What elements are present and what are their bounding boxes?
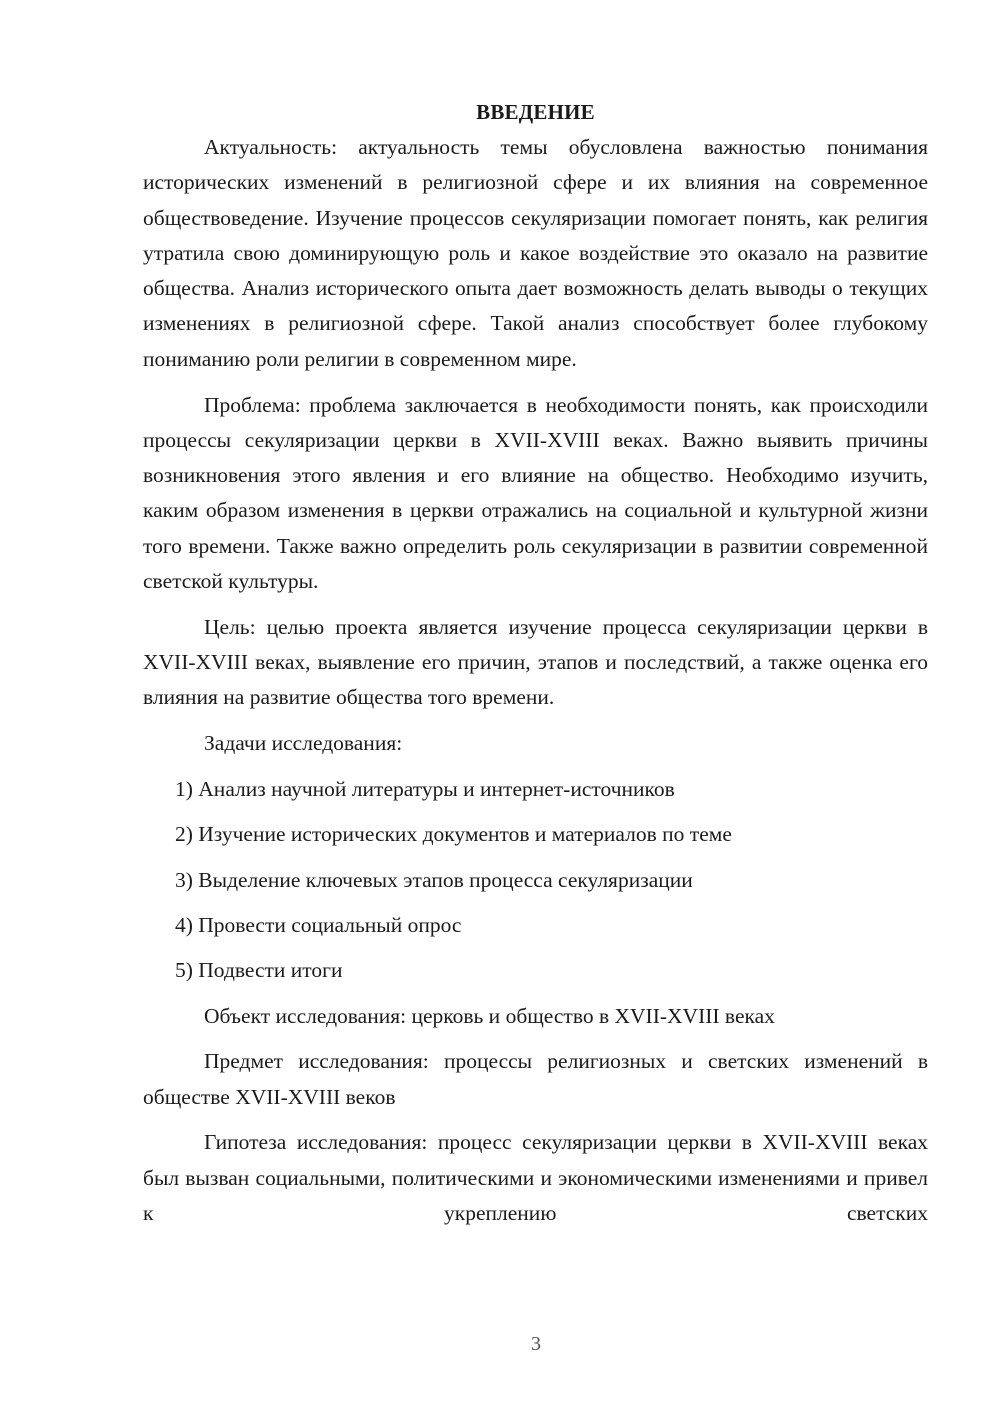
paragraph-hypothesis: Гипотеза исследования: процесс секуляризации церкви в XVII-XVIII веках был вызван социальными, политическими и экономическими изменениями и привел к укреплению светских [143,1130,928,1226]
page-number: 3 [531,1333,541,1355]
paragraph-goal: Цель: целью проекта является изучение процесса секуляризации церкви в XVII-XVIII веках, выявление его причин, этапов и последствий, а также оценка его влияния на развитие общества того времени. [143,614,928,710]
paragraph-tasks-heading: Задачи исследования: [204,731,403,756]
list-item: 3) Выделение ключевых этапов процесса секуляризации [175,867,693,892]
tasks-list [143,772,928,988]
paragraph-problem: Проблема: проблема заключается в необходимости понять, как происходили процессы секуляризации церкви в XVII-XVIII веках. Важно выявить причины возникновения этого явления и его влияние на общество. Необходимо изучить, каким образом изменения в церкви отражались на социальной и культурной жизни того времени. Также важно определить роль секуляризации в развитии современной светской культуры. [143,392,928,594]
paragraph-object: Объект исследования: церковь и общество в XVII-XVIII веках [204,1003,775,1028]
document-page [143,95,928,1242]
paragraph-subject: Предмет исследования: процессы религиозных и светских изменений в обществе XVII-XVIII веков [143,1049,928,1109]
list-item: 5) Подвести итоги [175,958,343,983]
section-title: ВВЕДЕНИЕ [476,100,595,124]
list-item: 1) Анализ научной литературы и интернет-источников [175,777,675,802]
paragraph-relevance: Актуальность: актуальность темы обусловлена важностью понимания исторических изменений в религиозной сфере и их влияния на современное обществоведение. Изучение процессов секуляризации помогает понять, как религия утратила свою доминирующую роль и какое воздействие это оказало на развитие общества. Анализ исторического опыта дает возможность делать выводы о текущих изменениях в религиозной сфере. Такой анализ способствует более глубокому пониманию роли религии в современном мире. [143,135,928,371]
list-item: 4) Провести социальный опрос [175,912,462,937]
list-item: 2) Изучение исторических документов и материалов по теме [175,822,732,847]
